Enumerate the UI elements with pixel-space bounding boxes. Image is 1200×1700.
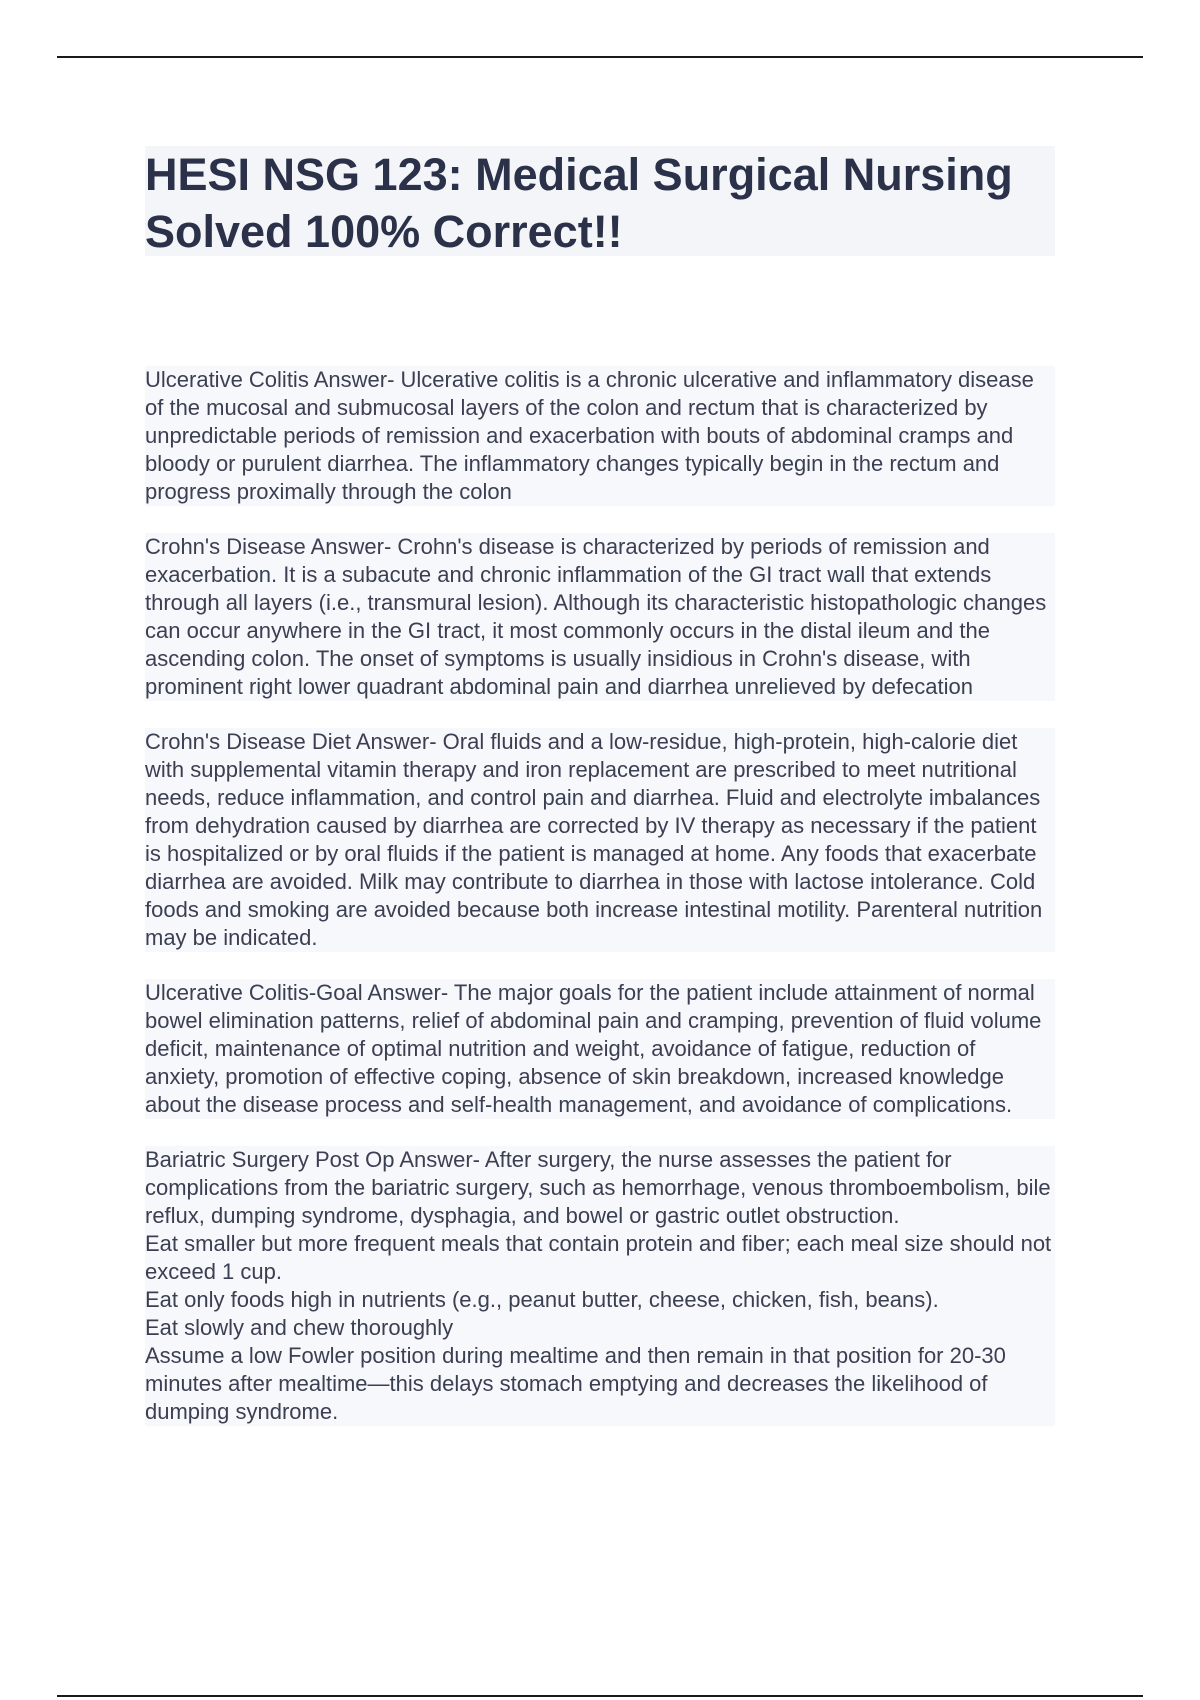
qa-entry [145, 1146, 1055, 1426]
title-block [145, 146, 1055, 256]
entry-text: Eat slowly and chew thoroughly [145, 1315, 454, 1340]
entry-text: Ulcerative Colitis-Goal Answer- The major goals for the patient include attainment of normal bowel elimination patterns, relief of abdominal pain and cramping, prevention of fluid volume deficit, maintenance of optimal nutrition and weight, avoidance of fatigue, reduction of anxiety, promotion of effective coping, absence of skin breakdown, increased knowledge about the disease process and self-health management, and avoidance of complications. [145, 980, 1042, 1117]
qa-entry [145, 728, 1055, 952]
qa-entry [145, 533, 1055, 701]
qa-entry [145, 979, 1055, 1119]
top-rule [57, 56, 1143, 58]
bottom-rule [57, 1695, 1143, 1697]
qa-content [145, 366, 1055, 1453]
entry-text: Crohn's Disease Answer- Crohn's disease is characterized by periods of remission and exacerbation. It is a subacute and chronic inflammation of the GI tract wall that extends through all layers (i.e., transmural lesion). Although its characteristic histopathologic changes can occur anywhere in the GI tract, it most commonly occurs in the distal ileum and the ascending colon. The onset of symptoms is usually insidious in Crohn's disease, with prominent right lower quadrant abdominal pain and diarrhea unrelieved by defecation [145, 534, 1047, 699]
entry-text: Eat only foods high in nutrients (e.g., peanut butter, cheese, chicken, fish, beans). [145, 1287, 939, 1312]
entry-text: Bariatric Surgery Post Op Answer- After surgery, the nurse assesses the patient for complications from the bariatric surgery, such as hemorrhage, venous thromboembolism, bile reflux, dumping syndrome, dysphagia, and bowel or gastric outlet obstruction. [145, 1147, 1051, 1228]
entry-text: Ulcerative Colitis Answer- Ulcerative colitis is a chronic ulcerative and inflammatory disease of the mucosal and submucosal layers of the colon and rectum that is characterized by unpredictable periods of remission and exacerbation with bouts of abdominal cramps and bloody or purulent diarrhea. The inflammatory changes typically begin in the rectum and progress proximally through the colon [145, 367, 1034, 504]
entry-text: Assume a low Fowler position during mealtime and then remain in that position for 20-30 minutes after mealtime—this delays stomach emptying and decreases the likelihood of dumping syndrome. [145, 1343, 1006, 1424]
qa-entry [145, 366, 1055, 506]
entry-text: Crohn's Disease Diet Answer- Oral fluids and a low-residue, high-protein, high-calorie diet with supplemental vitamin therapy and iron replacement are prescribed to meet nutritional needs, reduce inflammation, and control pain and diarrhea. Fluid and electrolyte imbalances from dehydration caused by diarrhea are corrected by IV therapy as necessary if the patient is hospitalized or by oral fluids if the patient is managed at home. Any foods that exacerbate diarrhea are avoided. Milk may contribute to diarrhea in those with lactose intolerance. Cold foods and smoking are avoided because both increase intestinal motility. Parenteral nutrition may be indicated. [145, 729, 1043, 950]
entry-text: Eat smaller but more frequent meals that contain protein and fiber; each meal size should not exceed 1 cup. [145, 1231, 1052, 1284]
document-title: HESI NSG 123: Medical Surgical Nursing Solved 100% Correct!! [145, 149, 1013, 257]
